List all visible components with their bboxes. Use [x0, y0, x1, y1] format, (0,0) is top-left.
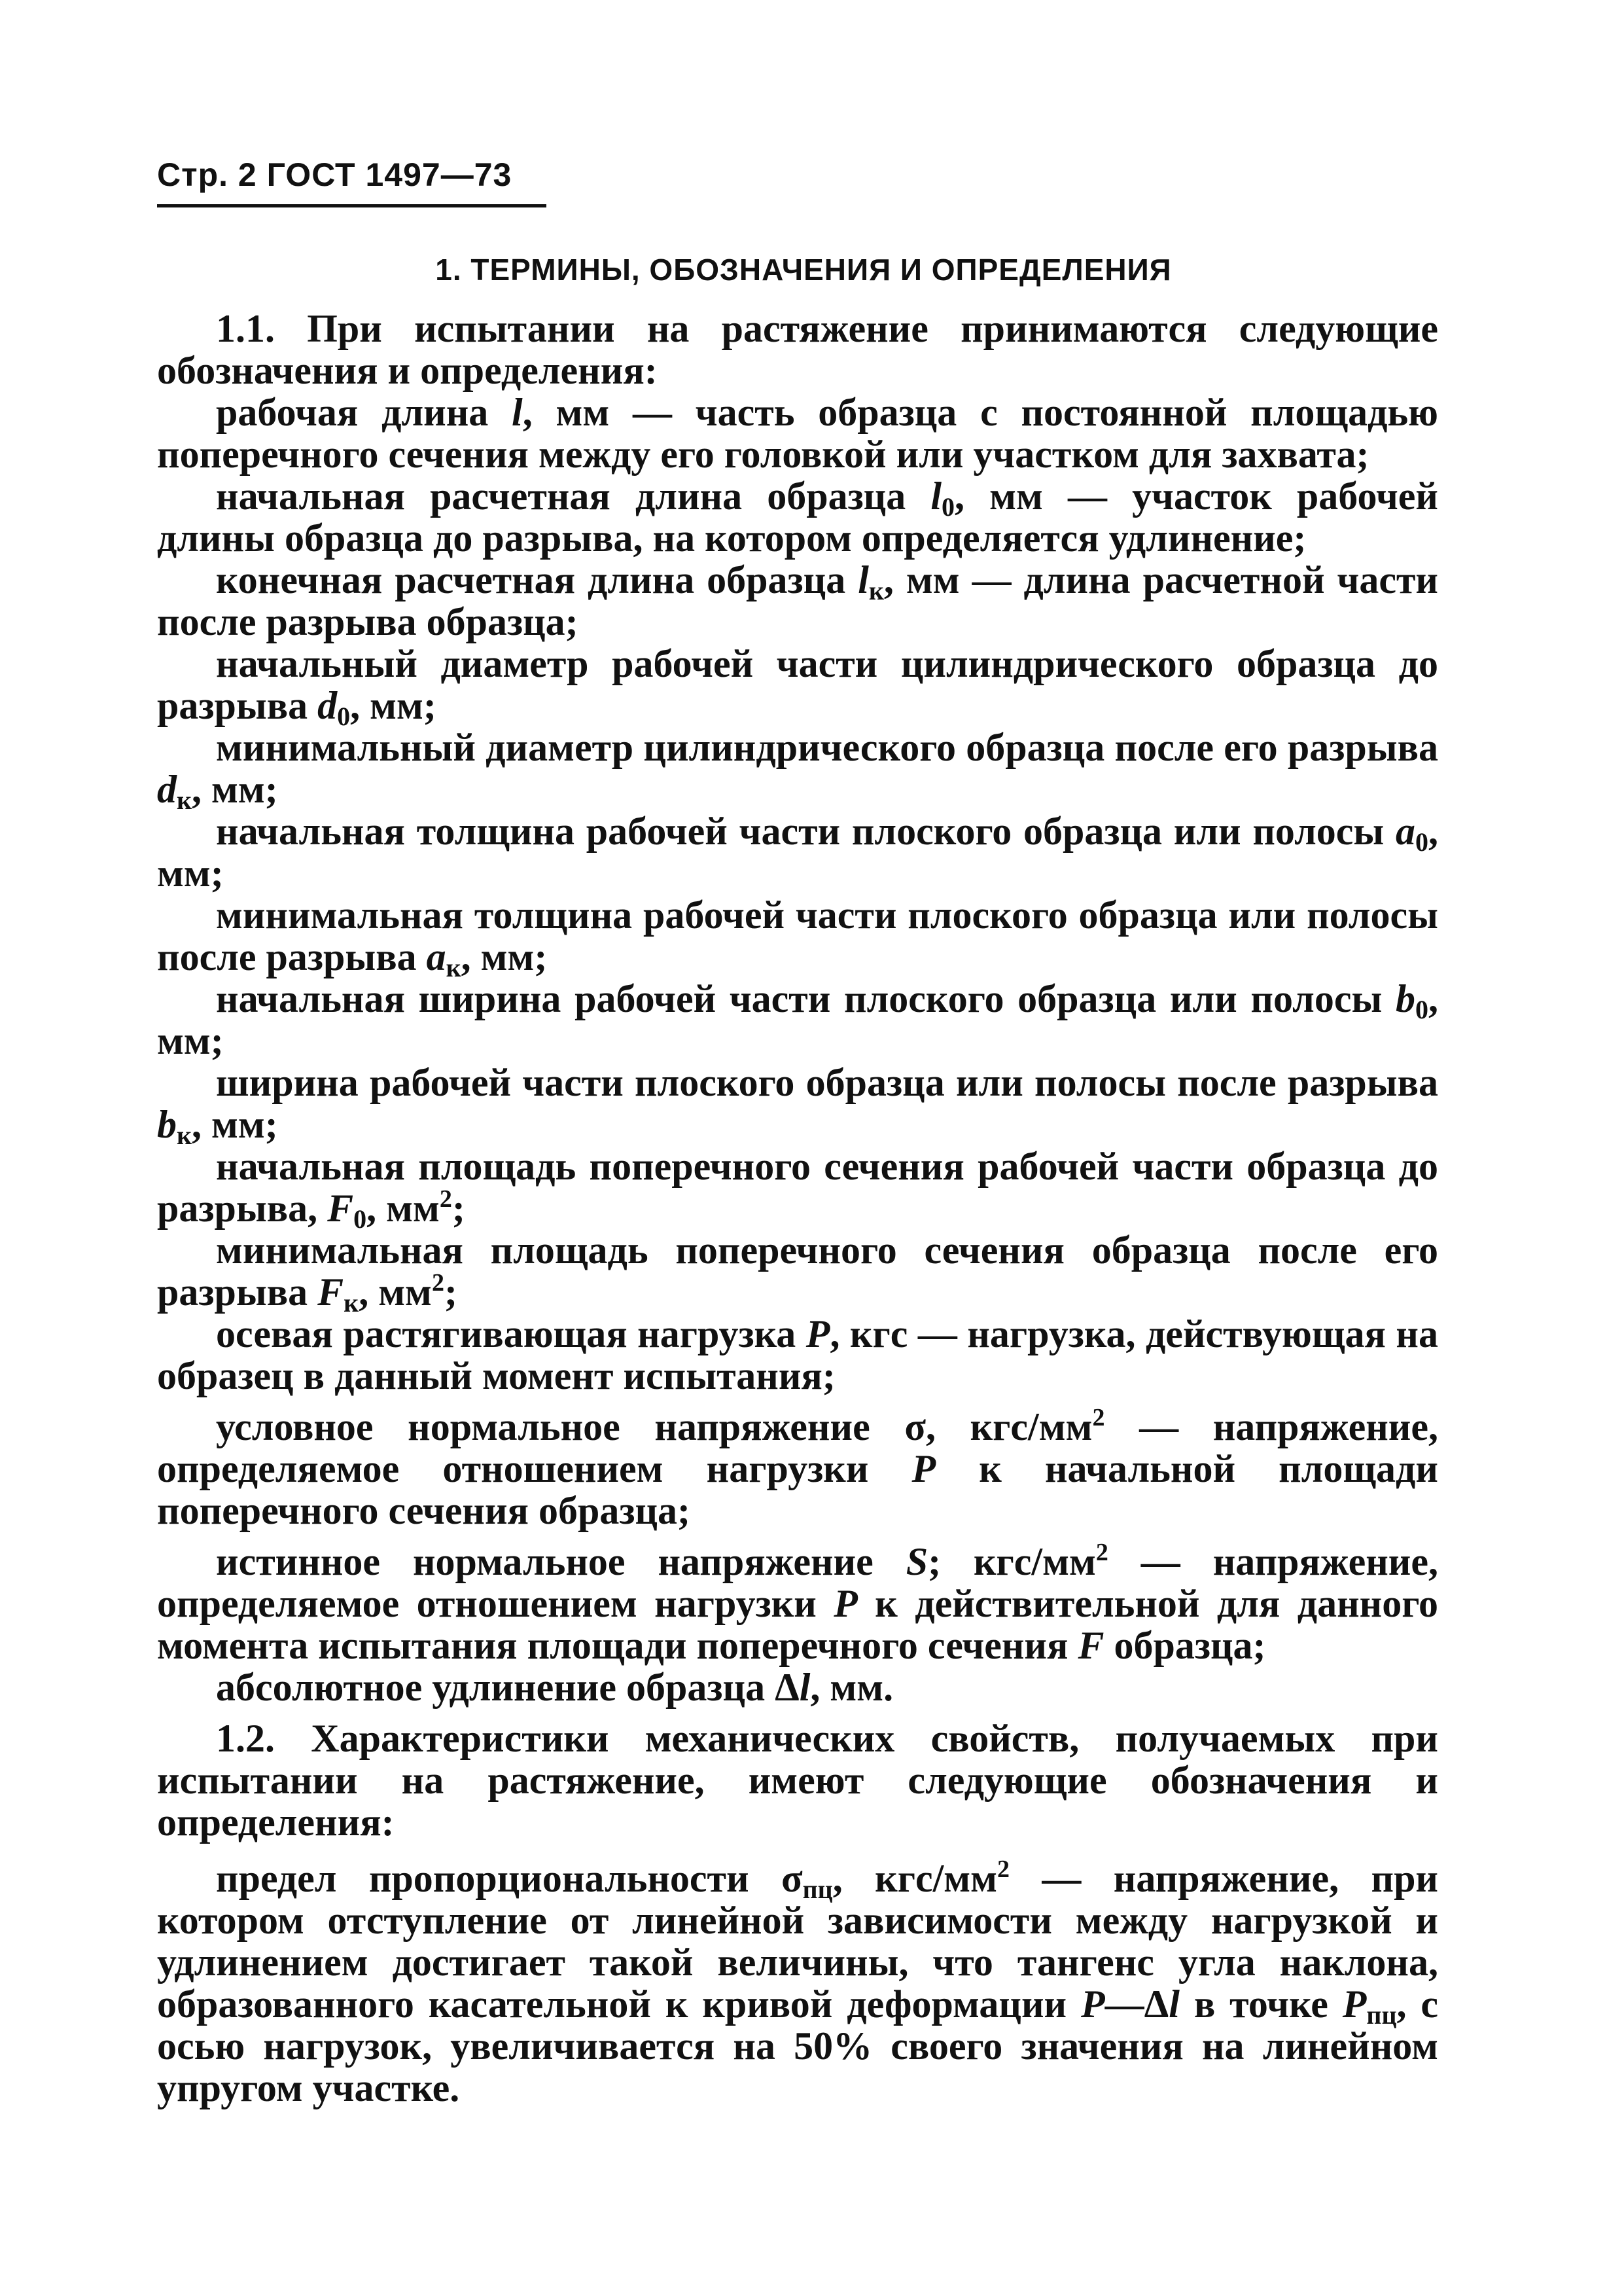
- definition-final-gauge-length: конечная расчетная длина образца $l_к$, мм — длина расчетной части после разрыва образца;: [157, 558, 1438, 643]
- definition-minimum-diameter: минимальный диаметр цилиндрического образца после его разрыва $d_к$, мм;: [157, 726, 1438, 815]
- page-header: Стр. 2 ГОСТ 1497—73: [157, 156, 512, 193]
- definition-initial-area: начальная площадь поперечного сечения рабочей части образца до разрыва, $F_0$, $мм^2$;: [157, 1145, 1438, 1234]
- definition-nominal-stress: условное нормальное напряжение σ, кгс/$мм^2$ — напряжение, определяемое отношением нагрузки P к начальной площади поперечного сечения образца;: [157, 1404, 1438, 1532]
- section-title: 1. ТЕРМИНЫ, ОБОЗНАЧЕНИЯ И ОПРЕДЕЛЕНИЯ: [435, 253, 1172, 287]
- definition-initial-width: начальная ширина рабочей части плоского образца или полосы $b_0$, мм;: [157, 977, 1438, 1062]
- paragraph-1-2: 1.2. Характеристики механических свойств, получаемых при испытании на растяжение, имеют следующие обозначения и определения:: [157, 1717, 1438, 1844]
- body-text: [157, 308, 1438, 2109]
- header-rule: [157, 204, 546, 207]
- definition-true-stress: истинное нормальное напряжение S; кгс/$мм^2$ — напряжение, определяемое отношением нагрузки P к действительной для данного момента испытания площади поперечного сечения F образца;: [157, 1539, 1438, 1667]
- definition-initial-thickness: начальная толщина рабочей части плоского образца или полосы $a_0$, мм;: [157, 810, 1438, 895]
- definition-working-length: рабочая длина l, мм — часть образца с постоянной площадью поперечного сечения между его головкой или участком для захвата;: [157, 391, 1438, 476]
- definition-axial-load: осевая растягивающая нагрузка P, кгс — нагрузка, действующая на образец в данный момент испытания;: [157, 1312, 1438, 1397]
- definition-width-after-fracture: ширина рабочей части плоского образца или полосы после разрыва $b_к$, мм;: [157, 1061, 1438, 1150]
- definition-initial-diameter: начальный диаметр рабочей части цилиндрического образца до разрыва $d_0$, мм;: [157, 642, 1438, 731]
- definition-initial-gauge-length: начальная расчетная длина образца $l_0$, мм — участок рабочей длины образца до разрыва, на котором определяется удлинение;: [157, 475, 1438, 560]
- definition-minimum-thickness: минимальная толщина рабочей части плоского образца или полосы после разрыва $a_к$, мм;: [157, 893, 1438, 982]
- definition-proportional-limit: предел пропорциональности $\sigma_{пц}$, кгс/$мм^2$ — напряжение, при котором отступление от линейной зависимости между нагрузкой и удлинением достигает такой величины, что тангенс угла наклона, образованного касательной к кривой деформации P—Δl в точке $P_{пц}$, с осью нагрузок, увеличивается на 50% своего значения на линейном упругом участке.: [157, 1856, 1439, 2109]
- paragraph-1-1: 1.1. При испытании на растяжение принимаются следующие обозначения и определения:: [157, 307, 1438, 392]
- definition-minimum-area: минимальная площадь поперечного сечения образца после его разрыва $F_к$, $мм^2$;: [157, 1229, 1438, 1318]
- definition-absolute-elongation: абсолютное удлинение образца Δl, мм.: [216, 1666, 894, 1709]
